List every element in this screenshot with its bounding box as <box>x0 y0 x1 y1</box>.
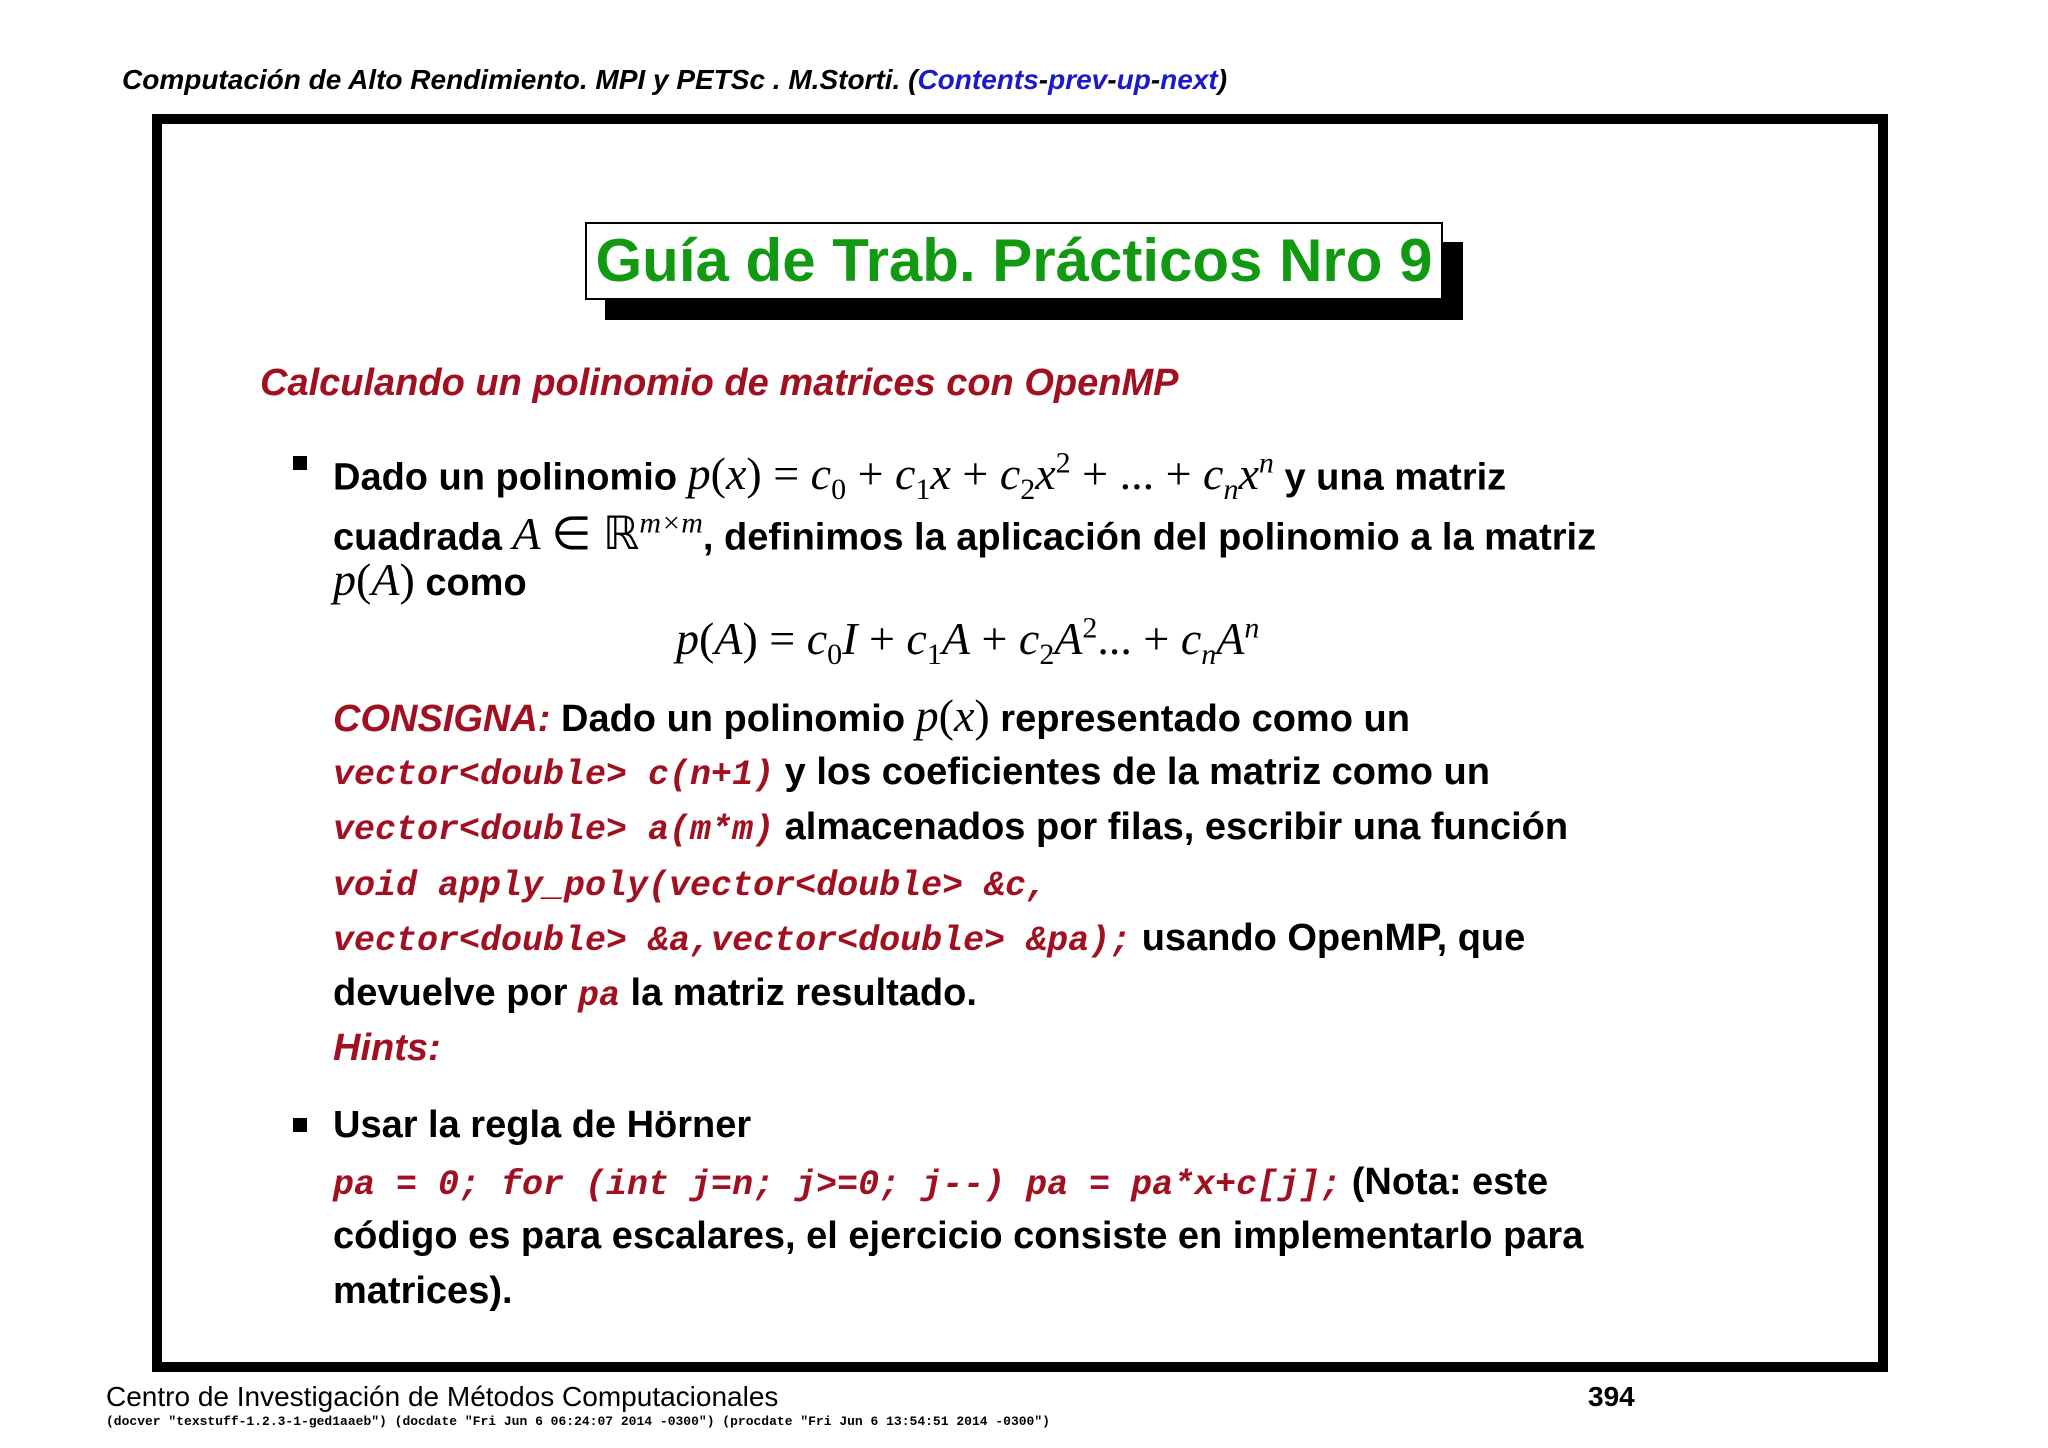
consigna-line2: vector<double> c(n+1) y los coeficientes de la matriz como un <box>333 751 1490 795</box>
section-title: Calculando un polinomio de matrices con OpenMP <box>260 362 1179 404</box>
bullet2-line1: Usar la regla de Hörner <box>333 1104 752 1146</box>
footer-institution: Centro de Investigación de Métodos Computacionales <box>106 1381 779 1412</box>
bullet-marker <box>293 1118 307 1132</box>
bullet1-line2: cuadrada A ∈ ℝ$^{m\times m}$, definimos la aplicación del polinomio a la matriz <box>333 507 1597 560</box>
consigna-line6: devuelve por pa la matriz resultado. <box>333 972 977 1016</box>
code-vector-c: vector<double> c(n+1) <box>333 755 775 795</box>
matrix-domain-formula: A ∈ ℝ$^{m\times m}$ <box>512 507 703 560</box>
code-horner: pa = 0; for (int j=n; j>=0; j--) pa = pa*x+c[j]; <box>333 1165 1342 1205</box>
nav-separator: - <box>1150 64 1161 95</box>
code-apply-poly-args: vector<double> &a,vector<double> &pa); <box>333 921 1132 961</box>
nav-separator: - <box>1038 64 1049 95</box>
bullet2-line2: pa = 0; for (int j=n; j>=0; j--) pa = pa*x+c[j]; (Nota: este <box>333 1161 1549 1205</box>
pA-formula: p(A) <box>333 554 415 605</box>
slide-header <box>122 64 1227 96</box>
nav-prev-link[interactable]: prev <box>1048 64 1108 95</box>
bullet1-line3: p(A) como <box>333 554 527 605</box>
title-box <box>585 222 1443 300</box>
slide-title: Guía de Trab. Prácticos Nro 9 <box>595 227 1433 294</box>
consigna-line1: CONSIGNA: Dado un polinomio p(x) representado como un <box>333 690 1410 741</box>
header-title: Computación de Alto Rendimiento. MPI y PETSc . M.Storti. ( <box>122 64 918 95</box>
consigna-line5: vector<double> &a,vector<double> &pa); usando OpenMP, que <box>333 917 1526 961</box>
polynomial-formula: $p(x) = c_0 + c_1x + c_2x^2$ + ... + $c_nx^n$ <box>687 447 1274 507</box>
nav-up-link[interactable]: up <box>1116 64 1151 95</box>
consigna-line4 <box>333 859 1047 910</box>
page-number: 394 <box>1588 1381 1635 1412</box>
nav-next-link[interactable]: next <box>1160 64 1218 95</box>
bullet1-line1: Dado un polinomio $p(x) = c_0 + c_1x + c_2x^2$ + ... + $c_nx^n$ y una matriz <box>333 447 1507 507</box>
header-close: ) <box>1217 64 1228 95</box>
bullet2-line4: matrices). <box>333 1270 513 1312</box>
hints-label: Hints: <box>333 1027 441 1069</box>
footer-version-info: (docver "texstuff-1.2.3-1-ged1aaeb") (docdate "Fri Jun 6 06:24:07 2014 -0300") (procdate "Fri Jun 6 13:54:51 2014 -0300") <box>106 1414 1050 1429</box>
consigna-line3: vector<double> a(m*m) almacenados por filas, escribir una función <box>333 806 1569 850</box>
nav-separator: - <box>1107 64 1117 95</box>
code-vector-a: vector<double> a(m*m) <box>333 810 775 850</box>
bullet2-line3: código es para escalares, el ejercicio consiste en implementarlo para <box>333 1215 1584 1257</box>
matrix-polynomial-equation: $p(A) = c_0I + c_1A + c_2A^2$... + $c_nA^n$ <box>676 612 1260 672</box>
code-apply-poly-signature: void apply_poly(vector<double> &c, <box>333 866 1048 906</box>
bullet-marker <box>293 456 307 470</box>
px-formula: p(x) <box>915 690 990 741</box>
consigna-label: CONSIGNA: <box>333 698 551 740</box>
code-pa: pa <box>577 976 620 1016</box>
nav-contents-link[interactable]: Contents <box>917 64 1039 95</box>
hints-label-line <box>333 1024 441 1072</box>
